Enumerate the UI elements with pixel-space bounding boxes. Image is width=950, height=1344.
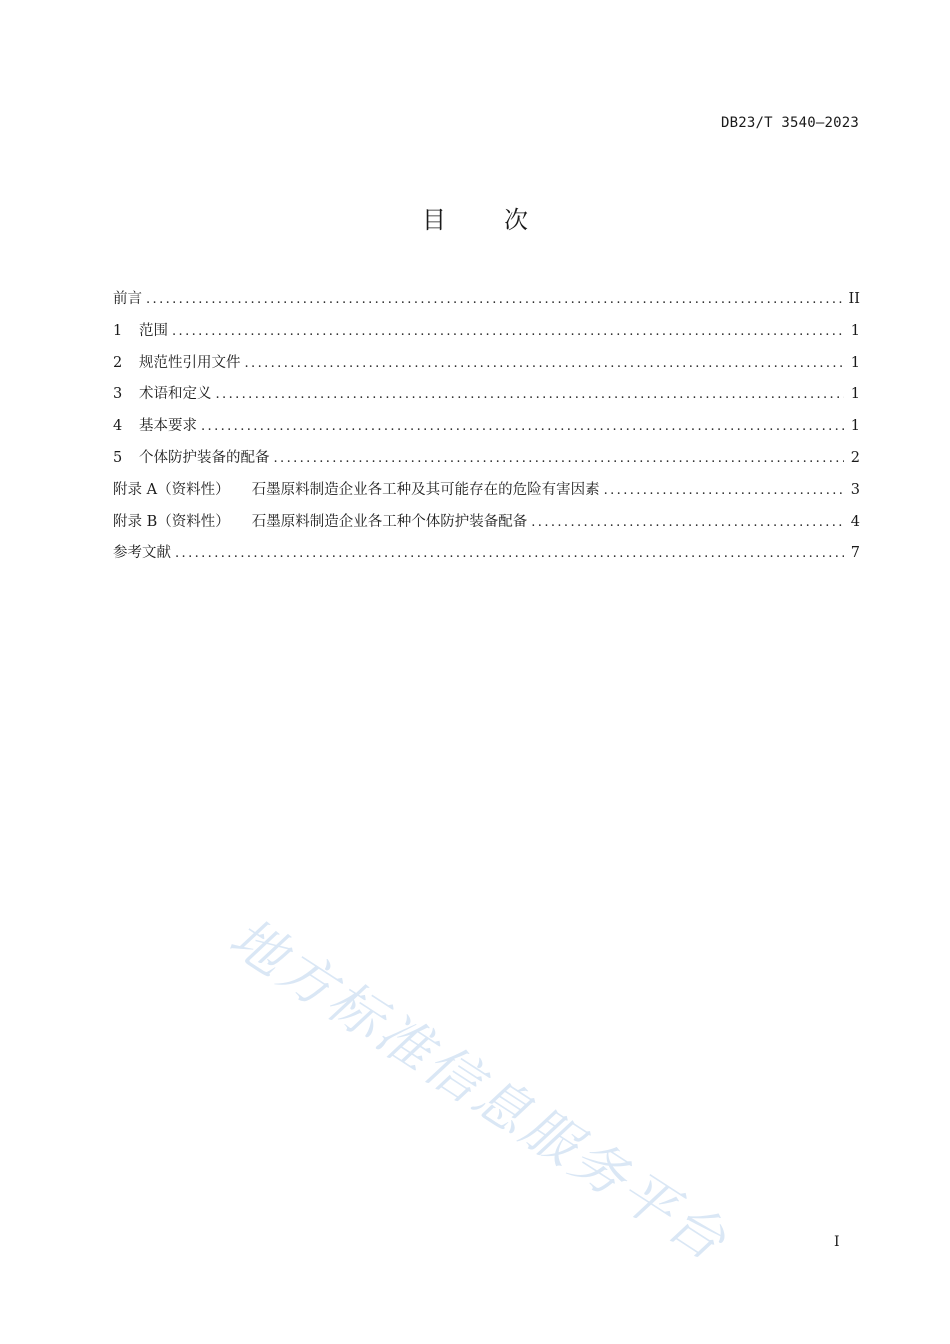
toc-entry-page: 1	[850, 418, 860, 435]
toc-entry-appendix-b[interactable]	[113, 507, 860, 539]
toc-entry-page: 4	[850, 513, 860, 530]
toc-dot-leader	[604, 475, 844, 507]
table-of-contents	[113, 284, 860, 570]
toc-entry-label: 范围	[139, 322, 168, 339]
toc-entry-bibliography[interactable]	[113, 538, 860, 570]
toc-dot-leader	[216, 379, 845, 411]
toc-dot-leader	[175, 538, 844, 570]
toc-entry-label: 石墨原料制造企业各工种个体防护装备配备	[251, 513, 528, 530]
toc-entry-label: 规范性引用文件	[139, 354, 241, 371]
toc-entry-label: 术语和定义	[139, 386, 212, 403]
toc-appendix-prefix: 附录 A（资料性）	[113, 481, 230, 498]
toc-entry-number: 1	[113, 322, 123, 339]
toc-entry-page: II	[848, 291, 860, 307]
toc-entry-normative-references[interactable]	[113, 348, 860, 380]
toc-entry-number: 5	[113, 449, 123, 466]
toc-entry-page: 1	[850, 386, 860, 403]
toc-entry-page: 2	[850, 449, 860, 466]
toc-entry-page: 7	[850, 545, 860, 562]
toc-dot-leader	[274, 443, 845, 475]
watermark: 地方标准信息服务平台	[218, 905, 740, 1275]
toc-entry-label: 参考文献	[113, 545, 171, 562]
toc-entry-label: 基本要求	[139, 418, 197, 435]
toc-entry-number: 3	[113, 386, 123, 403]
document-code: DB23/T 3540—2023	[720, 115, 859, 131]
toc-entry-number: 4	[113, 418, 123, 435]
toc-entry-page: 1	[850, 354, 860, 371]
toc-entry-page: 3	[850, 481, 860, 498]
toc-entry-label: 石墨原料制造企业各工种及其可能存在的危险有害因素	[251, 481, 600, 498]
toc-entry-label: 个体防护装备的配备	[139, 449, 270, 466]
toc-dot-leader	[245, 348, 845, 380]
toc-dot-leader	[531, 507, 844, 539]
toc-entry-label: 前言	[113, 291, 142, 307]
toc-entry-scope[interactable]	[113, 316, 860, 348]
toc-dot-leader	[172, 316, 844, 348]
title-char-2: 次	[504, 206, 528, 234]
toc-entry-preface[interactable]	[113, 284, 860, 316]
toc-dot-leader	[201, 411, 844, 443]
toc-entry-basic-requirements[interactable]	[113, 411, 860, 443]
toc-appendix-prefix: 附录 B（资料性）	[113, 513, 230, 530]
toc-entry-terms[interactable]	[113, 379, 860, 411]
toc-entry-number: 2	[113, 354, 123, 371]
toc-dot-leader	[146, 284, 843, 316]
page-title	[0, 200, 950, 235]
title-char-1: 目	[422, 206, 446, 234]
page-number: I	[834, 1234, 840, 1250]
toc-entry-page: 1	[850, 322, 860, 339]
toc-entry-ppe-allocation[interactable]	[113, 443, 860, 475]
toc-entry-appendix-a[interactable]	[113, 475, 860, 507]
